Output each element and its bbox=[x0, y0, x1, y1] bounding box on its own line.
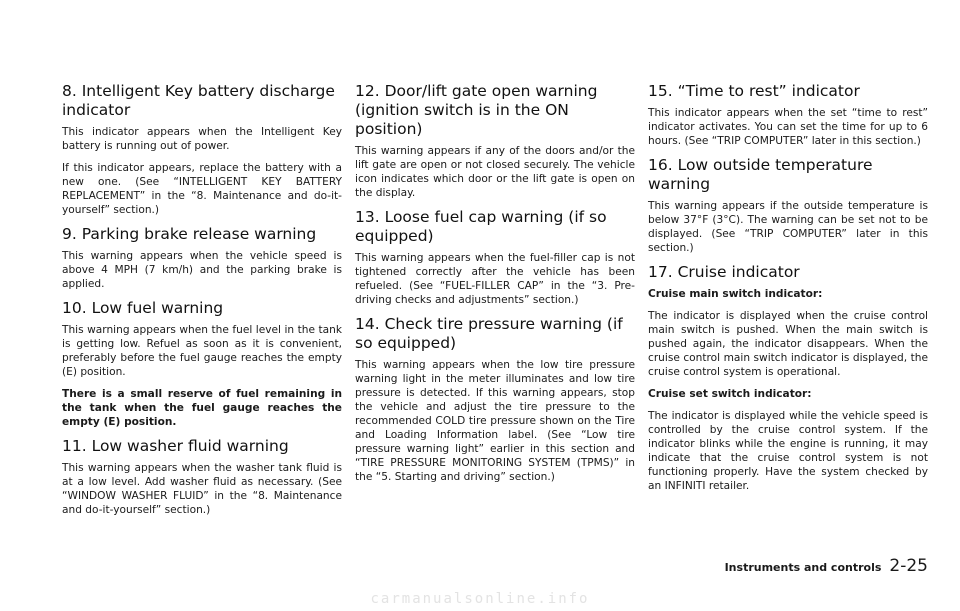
section bbox=[648, 156, 928, 255]
section bbox=[648, 82, 928, 148]
page-footer bbox=[725, 556, 928, 576]
section bbox=[355, 208, 635, 307]
body-paragraph: This warning appears when the washer tank fluid is at a low level. Add washer fluid as necessary. (See “WINDOW WASHER FLUID” in the “8. Maintenance and do-it-yourself” section.) bbox=[62, 462, 342, 516]
section-heading: 17. Cruise indicator bbox=[648, 263, 800, 281]
section-heading: 11. Low washer fluid warning bbox=[62, 437, 289, 455]
text-column-1 bbox=[62, 82, 342, 525]
section bbox=[62, 225, 342, 291]
watermark: carmanualsonline.info bbox=[370, 591, 590, 607]
body-paragraph: This warning appears when the fuel-filler cap is not tightened correctly after the vehicle has been refueled. (See “FUEL-FILLER CAP” in the “3. Pre-driving checks and adjustments” section.) bbox=[355, 252, 635, 306]
body-paragraph: This indicator appears when the Intelligent Key battery is running out of power. bbox=[62, 126, 342, 152]
section bbox=[648, 263, 928, 493]
footer-section-name: Instruments and controls bbox=[724, 561, 882, 574]
body-paragraph: This warning appears if any of the doors and/or the lift gate are open or not closed securely. The vehicle icon indicates which door or the lift gate is open on the display. bbox=[355, 145, 635, 199]
page-number: 2-25 bbox=[889, 556, 928, 576]
bold-paragraph: There is a small reserve of fuel remaining in the tank when the fuel gauge reaches the empty (E) position. bbox=[62, 388, 342, 428]
body-paragraph: This warning appears when the fuel level in the tank is getting low. Refuel as soon as it is convenient, preferably before the fuel gauge reaches the empty (E) position. bbox=[62, 324, 342, 378]
body-paragraph: If this indicator appears, replace the battery with a new one. (See “INTELLIGENT KEY BATTERY REPLACEMENT” in the “8. Maintenance and do-it-yourself” section.) bbox=[62, 162, 342, 216]
section bbox=[355, 82, 635, 200]
section-heading: 14. Check tire pressure warning (if so equipped) bbox=[355, 315, 623, 352]
text-column-3 bbox=[648, 82, 928, 501]
section-heading: 13. Loose fuel cap warning (if so equipped) bbox=[355, 208, 607, 245]
body-paragraph: This warning appears when the low tire pressure warning light in the meter illuminates and low tire pressure is detected. If this warning appears, stop the vehicle and adjust the tire pressure to the recommended COLD tire pressure shown on the Tire and Loading Information label. (See “Low tire pressure warning light” earlier in this section and “TIRE PRESSURE MONITORING SYSTEM (TPMS)” in the “5. Starting and driving” section.) bbox=[355, 359, 635, 483]
body-paragraph: This warning appears if the outside temperature is below 37°F (3°C). The warning can be set not to be displayed. (See “TRIP COMPUTER” later in this section.) bbox=[648, 200, 928, 254]
section-heading: 9. Parking brake release warning bbox=[62, 225, 317, 243]
body-paragraph: This warning appears when the vehicle speed is above 4 MPH (7 km/h) and the parking brake is applied. bbox=[62, 250, 342, 290]
body-paragraph: The indicator is displayed while the vehicle speed is controlled by the cruise control system. If the indicator blinks while the engine is running, it may indicate that the cruise control system is not functioning properly. Have the system checked by an INFINITI retailer. bbox=[648, 410, 928, 492]
section bbox=[62, 82, 342, 217]
body-paragraph: This indicator appears when the set “time to rest” indicator activates. You can set the time for up to 6 hours. (See “TRIP COMPUTER” later in this section.) bbox=[648, 107, 928, 147]
section bbox=[62, 437, 342, 517]
body-paragraph: The indicator is displayed when the cruise control main switch is pushed. When the main switch is pushed again, the indicator disappears. When the cruise control main switch indicator is displayed, the cruise control system is operational. bbox=[648, 310, 928, 378]
text-column-2 bbox=[355, 82, 635, 492]
bold-paragraph: Cruise main switch indicator: bbox=[648, 288, 823, 300]
section-heading: 16. Low outside temperature warning bbox=[648, 156, 873, 193]
section-heading: 12. Door/lift gate open warning (ignition switch is in the ON position) bbox=[355, 82, 598, 138]
section-heading: 10. Low fuel warning bbox=[62, 299, 224, 317]
section bbox=[62, 299, 342, 429]
section-heading: 8. Intelligent Key battery discharge indicator bbox=[62, 82, 335, 119]
section bbox=[355, 315, 635, 484]
bold-paragraph: Cruise set switch indicator: bbox=[648, 388, 812, 400]
section-heading: 15. “Time to rest” indicator bbox=[648, 82, 860, 100]
